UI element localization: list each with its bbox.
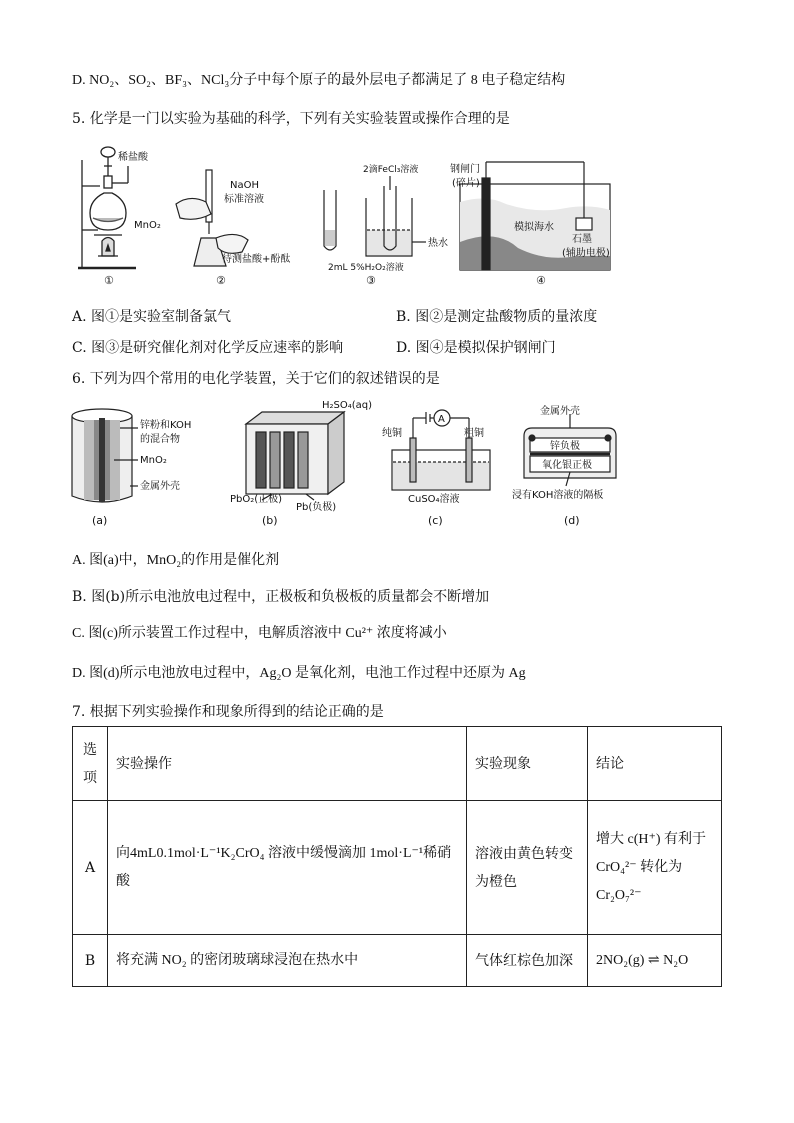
q6-fig-c-num: (c) [428,514,443,527]
q5-fig2-label2: 标准溶液 [224,194,264,205]
q6-option-c: C. 图(c)所示装置工作过程中，电解质溶液中 Cu²⁺ 浓度将减小 [72,626,447,641]
q6-fig-d-label3: 氧化银正极 [542,460,592,471]
q6-fig-a-num: (a) [92,514,108,527]
row-b-operation: 将充满 NO₂ 的密闭玻璃球浸泡在热水中 [108,935,467,987]
q5-fig3-label2: 热水 [428,238,448,249]
q5-fig3-label1: 2滴FeCl₃溶液 [363,165,419,175]
row-a-conclusion: 增大 c(H⁺) 有利于 CrO₄²⁻ 转化为 Cr₂O₇²⁻ [588,801,722,935]
q5-fig1-apparatus [78,147,136,268]
q6-fig-d-label4: 浸有KOH溶液的隔板 [512,490,604,501]
row-a-phenomenon: 溶液由黄色转变为橙色 [467,801,588,935]
q5-option-a: A. 图①是实验室制备氯气 [72,309,232,325]
q6-fig-b-battery [246,412,344,500]
q6-fig-a-label2: 的混合物 [140,434,180,445]
row-a-option: A [73,801,108,935]
row-a-operation: 向4mL0.1mol·L⁻¹K₂CrO₄ 溶液中缓慢滴加 1mol·L⁻¹稀硝酸 [108,801,467,935]
q5-fig2-num: ② [216,274,226,287]
q5-fig4-num: ④ [536,274,546,287]
q6-fig-d-label1: 金属外壳 [540,406,580,417]
q6-fig-b-label1: H₂SO₄(aq) [322,400,373,411]
header-option: 选项 [73,727,108,801]
q5-fig1-num: ① [104,274,114,287]
q6-fig-c-meter: A [438,414,445,425]
row-b-phenomenon: 气体红棕色加深 [467,935,588,987]
q5-figures [66,138,626,288]
q5-fig1-label2: MnO₂ [134,220,161,231]
q5-fig1-label1: 稀盐酸 [118,152,148,163]
q6-figures [66,398,626,532]
q4-option-d: D. NO₂、SO₂、BF₃、NCl₃分子中每个原子的最外层电子都满足了 8 电子稳定结构 [72,73,566,88]
q5-fig4-label1: 钢闸门 [450,164,480,175]
row-b-conclusion: 2NO₂(g) ⇌ N₂O [588,935,722,987]
q5-fig3-num: ③ [366,274,376,287]
q6-fig-a-label4: 金属外壳 [140,481,180,492]
q6-fig-b-label2: PbO₂(正极) [230,494,283,505]
q5-fig4-label4: 石墨 [572,234,592,245]
q6-fig-a-label1: 锌粉和KOH [140,420,192,431]
q6-stem: 6. 下列为四个常用的电化学装置，关于它们的叙述错误的是 [72,371,440,387]
q6-fig-a-cell [72,409,138,502]
q6-fig-c-label2: 粗铜 [464,428,484,439]
q5-option-b: B. 图②是测定盐酸物质的量浓度 [396,309,598,325]
q6-option-d: D. 图(d)所示电池放电过程中，Ag₂O 是氧化剂，电池工作过程中还原为 Ag [72,666,526,681]
q5-option-d: D. 图④是模拟保护钢闸门 [396,340,556,356]
q5-fig3-catalyst [324,176,426,256]
table-header-row [73,727,722,801]
header-operation: 实验操作 [108,727,467,801]
q6-fig-d-num: (d) [564,514,580,527]
header-conclusion: 结论 [588,727,722,801]
q5-fig4-label2: (碎片) [452,178,480,189]
q6-fig-b-num: (b) [262,514,278,527]
table-row [73,935,722,987]
q6-fig-c-label3: CuSO₄溶液 [408,494,460,505]
q5-fig3-label3: 2mL 5%H₂O₂溶液 [328,263,404,273]
q6-fig-d-label2: 锌负极 [550,441,580,452]
q5-option-c: C. 图③是研究催化剂对化学反应速率的影响 [72,340,344,356]
q6-option-a: A. 图(a)中，MnO₂的作用是催化剂 [72,553,280,568]
q5-fig2-label3: 待测盐酸+酚酞 [222,254,291,265]
q6-fig-a-label3: MnO₂ [140,455,167,466]
q7-stem: 7. 根据下列实验操作和现象所得到的结论正确的是 [72,704,384,720]
q5-fig2-label1: NaOH [230,180,259,191]
q6-fig-b-label3: Pb(负极) [296,502,337,513]
header-phenomenon: 实验现象 [467,727,588,801]
row-b-option: B [73,935,108,987]
q7-table [72,726,722,987]
table-row [73,801,722,935]
q6-fig-c-label1: 纯铜 [382,428,402,439]
q6-option-b: B. 图(b)所示电池放电过程中，正极板和负极板的质量都会不断增加 [72,589,490,605]
q5-fig4-label3: 模拟海水 [514,222,554,233]
q5-stem: 5. 化学是一门以实验为基础的科学，下列有关实验装置或操作合理的是 [72,111,510,127]
q5-fig4-label5: (辅助电极) [562,248,610,259]
